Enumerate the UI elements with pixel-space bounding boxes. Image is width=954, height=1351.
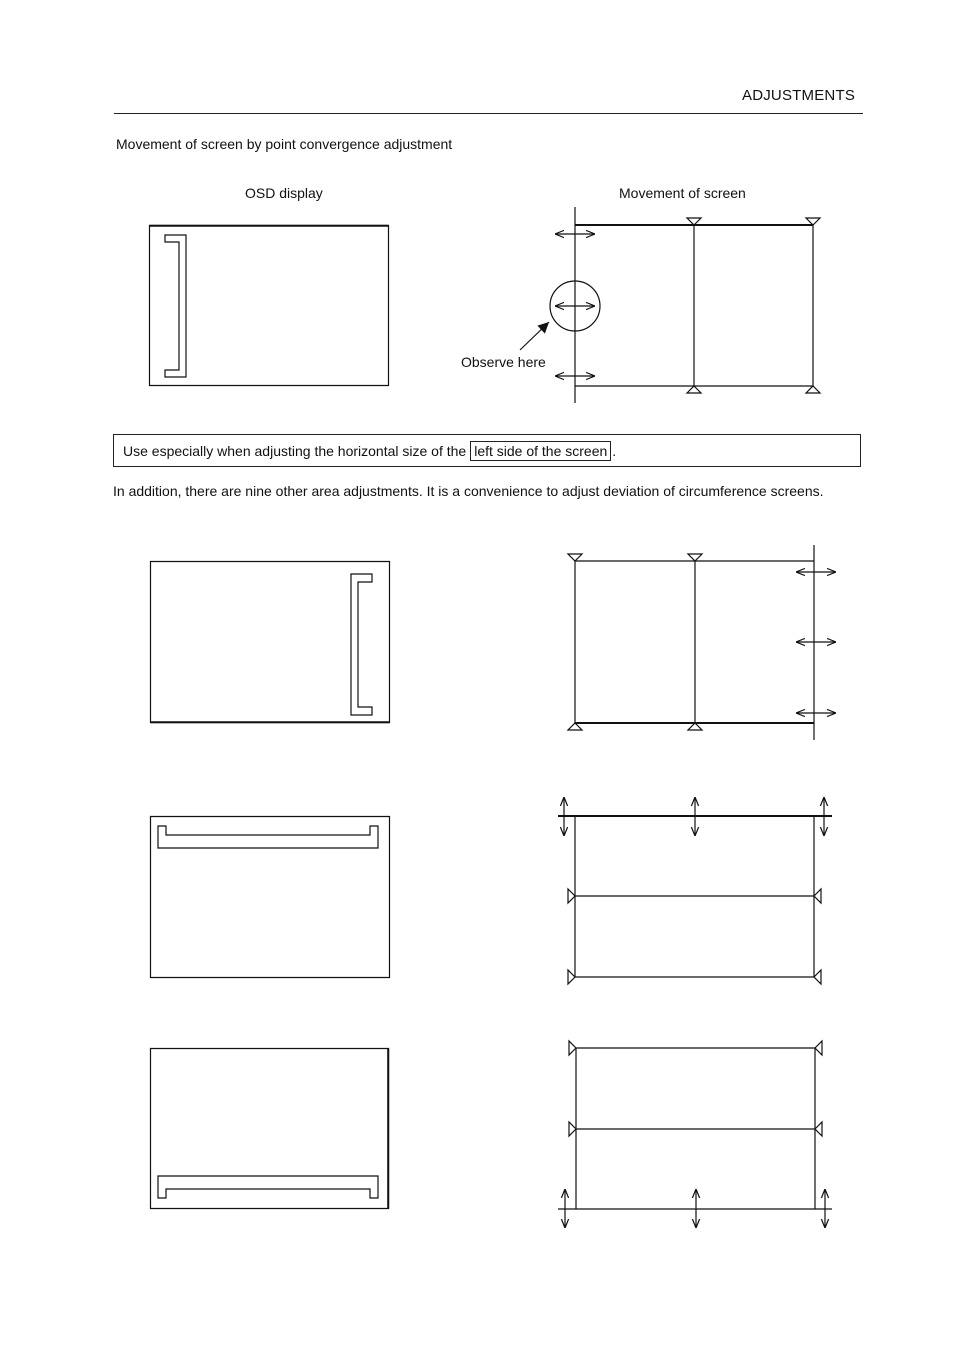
additional-adjustments-paragraph: In addition, there are nine other area adjustments. It is a convenience to adjust deviation of circumference screens. — [113, 483, 824, 499]
right-bracket-marker — [351, 574, 372, 715]
movement-of-screen-label: Movement of screen — [619, 185, 746, 201]
movement-figure-top — [558, 797, 832, 984]
osd-screen-frame — [150, 226, 389, 386]
observe-pointer-arrow — [520, 322, 549, 350]
osd-figure-bottom — [151, 1049, 389, 1209]
bottom-bracket-marker — [158, 1176, 378, 1198]
osd-display-label: OSD display — [245, 185, 323, 201]
usage-note-suffix: . — [612, 442, 617, 459]
osd-screen-frame — [151, 817, 390, 978]
osd-screen-frame — [151, 1049, 389, 1209]
osd-figure-right — [151, 562, 390, 723]
section-title: Movement of screen by point convergence adjustment — [116, 136, 453, 152]
usage-note-highlight: left side of the screen — [470, 441, 611, 461]
movement-figure-left — [520, 207, 820, 403]
osd-screen-frame — [151, 562, 390, 723]
left-bracket-marker — [165, 235, 186, 377]
usage-note-prefix: Use especially when adjusting the horizontal size of the — [123, 442, 467, 459]
top-bracket-marker — [158, 826, 378, 848]
osd-figure-left — [150, 226, 389, 386]
movement-figure-bottom — [558, 1041, 832, 1228]
page-header-title: ADJUSTMENTS — [742, 87, 856, 104]
osd-figure-top — [151, 817, 390, 978]
observe-here-label: Observe here — [461, 354, 546, 370]
movement-figure-right — [568, 545, 836, 740]
